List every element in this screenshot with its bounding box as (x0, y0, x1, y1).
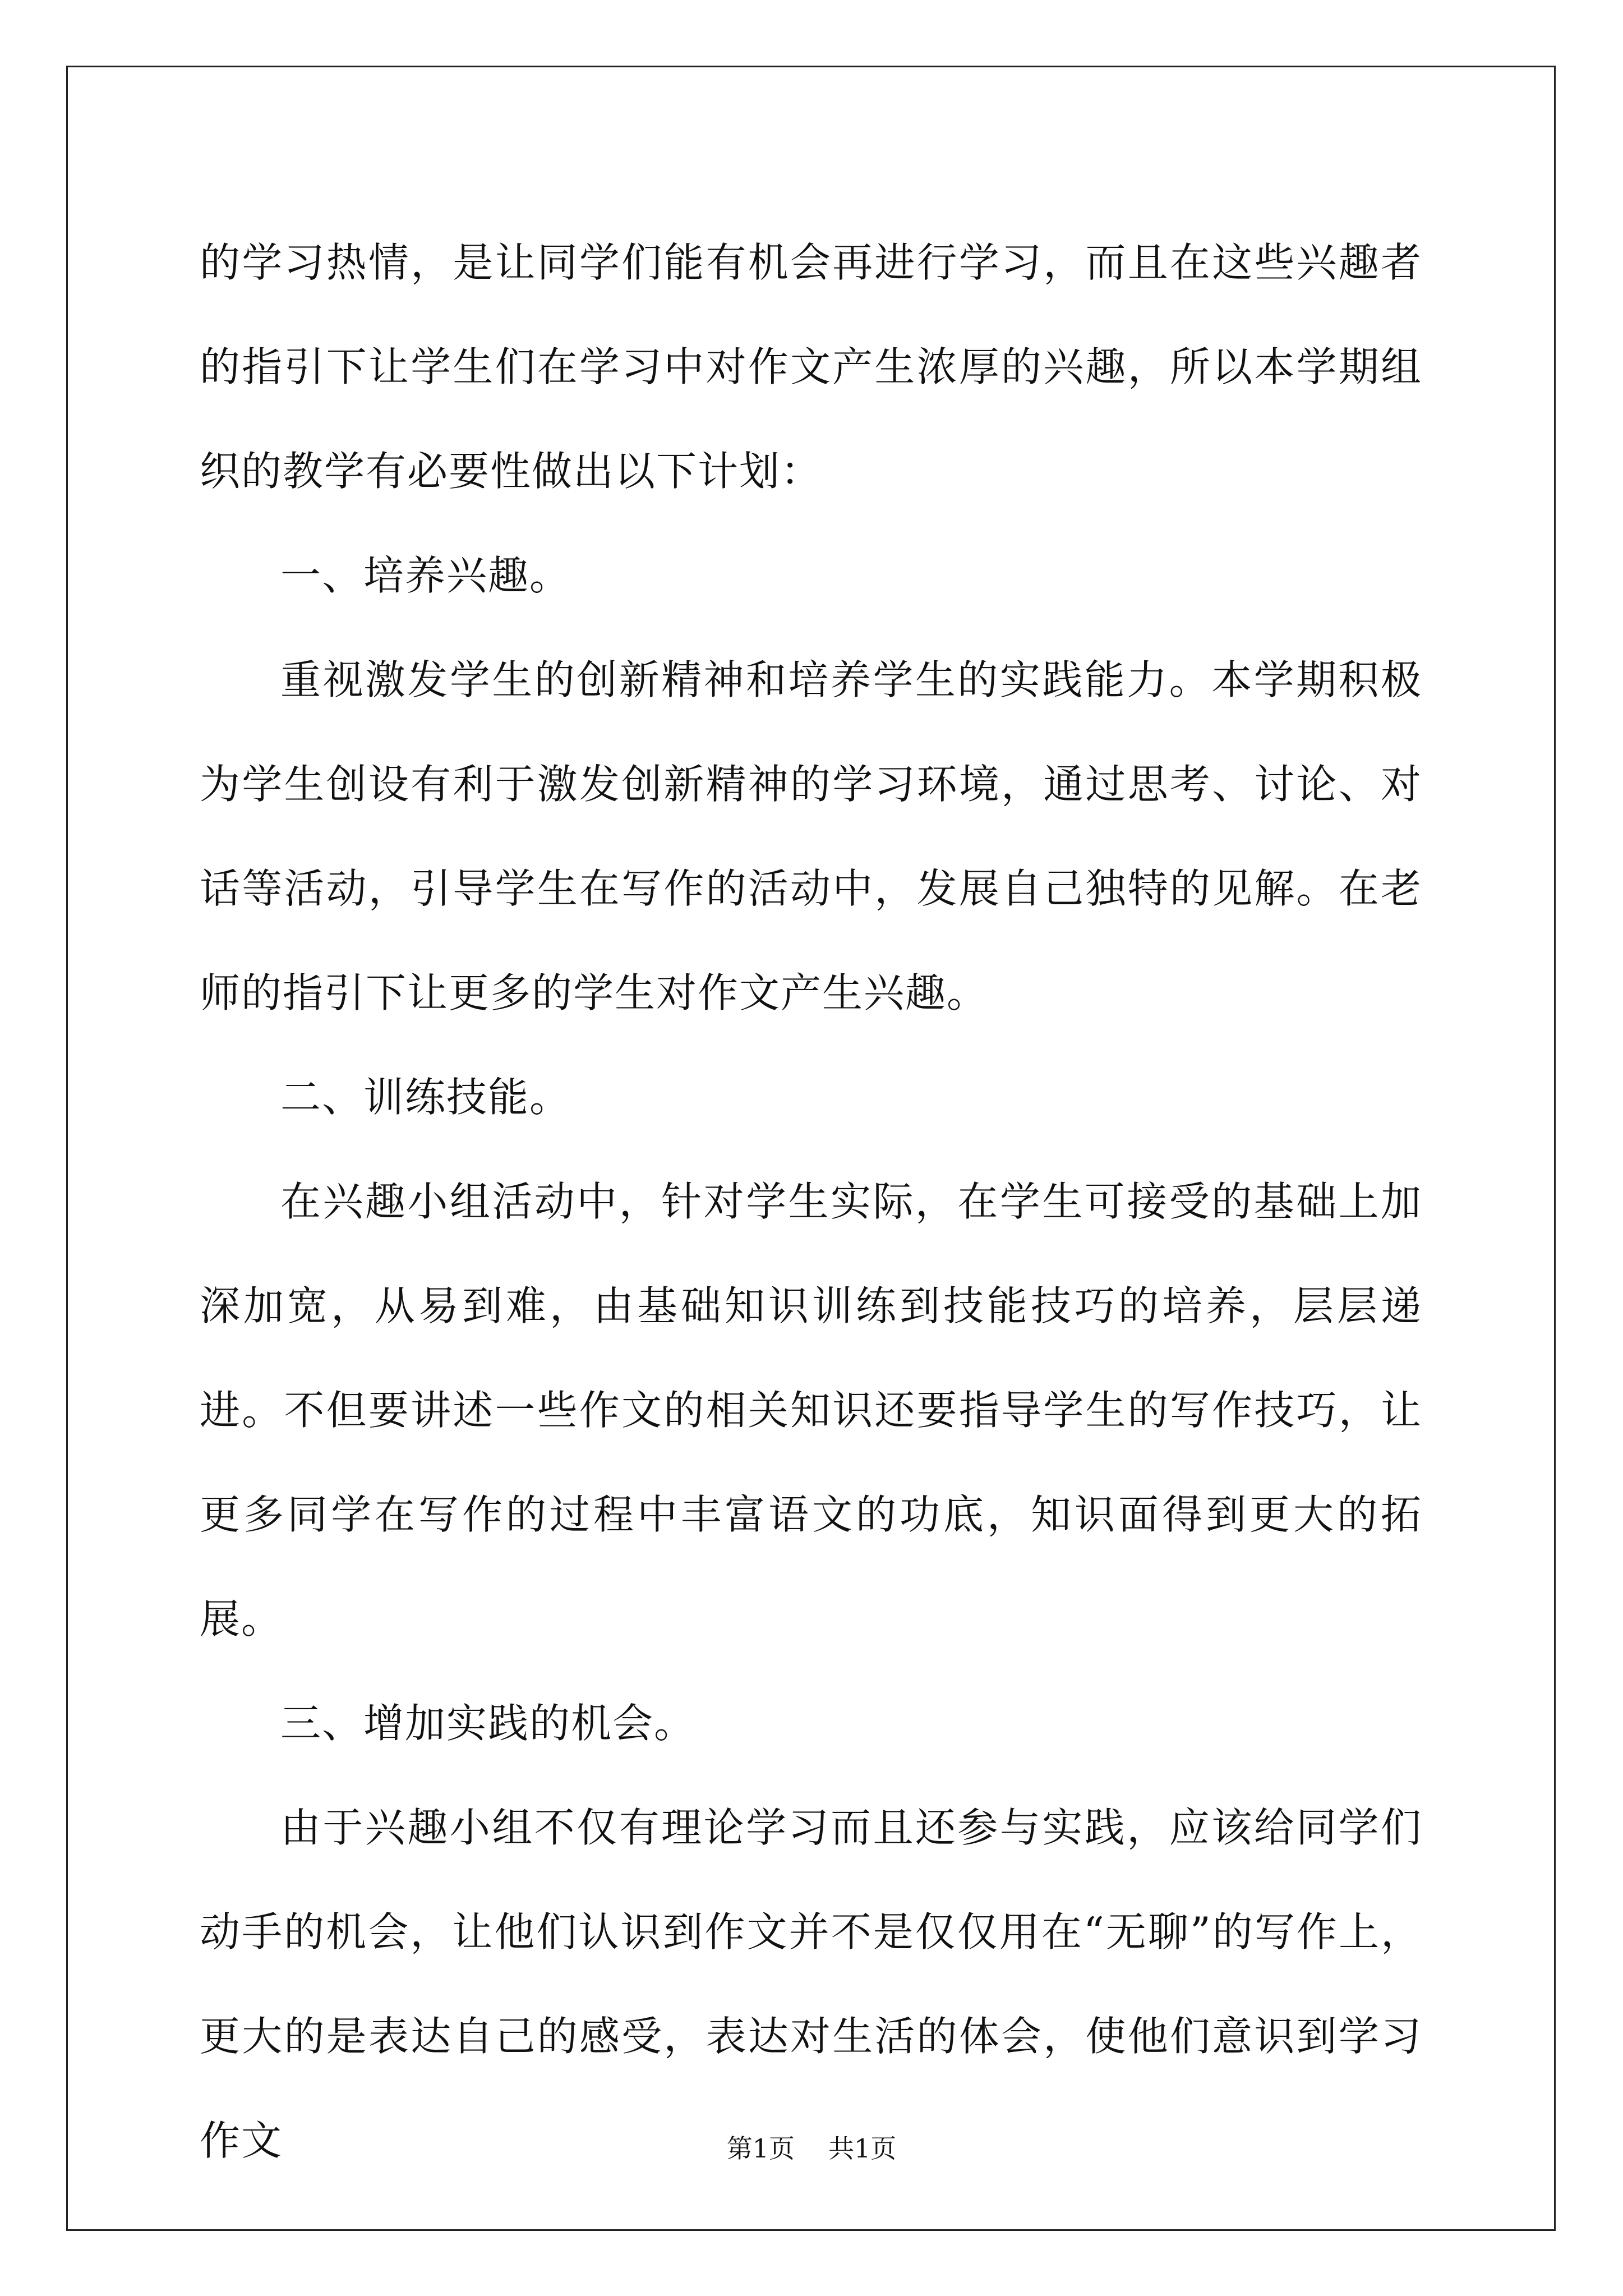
page-number: 第1页 (726, 2133, 795, 2164)
page-footer (0, 2132, 1623, 2165)
paragraph-2: 在兴趣小组活动中，针对学生实际，在学生可接受的基础上加深加宽，从易到难，由基础知识训练到技能技巧的培养，层层递进。不但要讲述一些作文的相关知识还要指导学生的写作技巧，让更多同学在写作的过程中丰富语文的功底，知识面得到更大的拓展。 (200, 1178, 1422, 1642)
section-heading-1: 一、培养兴趣。 (280, 552, 571, 599)
paragraph-3: 由于兴趣小组不仅有理论学习而且还参与实践，应该给同学们动手的机会，让他们认识到作文并不是仅仅用在“无聊”的写作上，更大的是表达自己的感受，表达对生活的体会，使他们意识到学习作文 (200, 1804, 1422, 2164)
paragraph-1: 重视激发学生的创新精神和培养学生的实践能力。本学期积极为学生创设有利于激发创新精神的学习环境，通过思考、讨论、对话等活动，引导学生在写作的活动中，发展自己独特的见解。在老师的指引下让更多的学生对作文产生兴趣。 (200, 656, 1422, 1016)
section-heading-2: 二、训练技能。 (280, 1074, 571, 1121)
document-body (200, 210, 1422, 2193)
page-total: 共1页 (828, 2133, 897, 2164)
section-heading-3: 三、增加实践的机会。 (280, 1700, 696, 1747)
paragraph-continuation: 的学习热情，是让同学们能有机会再进行学习，而且在这些兴趣者的指引下让学生们在学习中对作文产生浓厚的兴趣，所以本学期组织的教学有必要性做出以下计划： (200, 239, 1422, 495)
